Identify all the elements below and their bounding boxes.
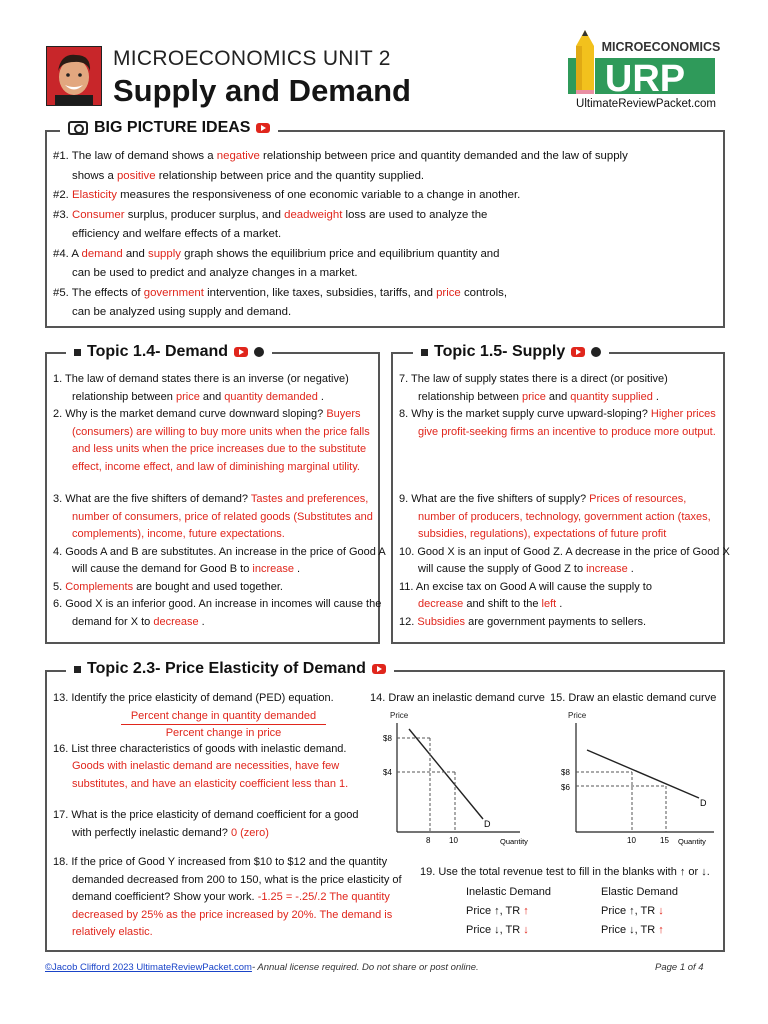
elasticity-title: Topic 2.3- Price Elasticity of Demand	[87, 660, 366, 677]
graph14-q-low: 8	[426, 836, 431, 845]
inelastic-demand-graph	[370, 706, 540, 852]
page-title: Supply and Demand	[113, 73, 411, 108]
q12: 12. Subsidies are government payments to sellers.	[399, 615, 647, 628]
q18-line2: demanded decreased from 200 to 150, what is the price elasticity of	[72, 873, 402, 886]
logo-top-text: MICROECONOMICS	[601, 40, 721, 54]
q2-line1: 2. Why is the market demand curve downward sloping? Buyers	[53, 408, 361, 420]
square-bullet-icon	[74, 349, 81, 356]
q8-line1: 8. Why is the market supply curve upward-sloping? Higher prices	[399, 408, 716, 420]
elasticity-heading	[66, 660, 394, 678]
big-picture-heading	[60, 119, 278, 137]
graph15-p-low: $6	[561, 783, 570, 792]
q15: 15. Draw an elastic demand curve	[550, 692, 717, 704]
q9-line1: 9. What are the five shifters of supply? Prices of resources,	[399, 493, 687, 505]
q17-line2: with perfectly inelastic demand? 0 (zero)	[72, 826, 269, 839]
inelastic-row-1: Price ↑, TR ↑	[466, 905, 529, 917]
graph14-demand-curve	[409, 729, 483, 819]
supply-heading	[413, 343, 609, 361]
unit-title: MICROECONOMICS UNIT 2	[113, 47, 391, 70]
big-picture-title: BIG PICTURE IDEAS	[94, 119, 251, 136]
idea-4-line1: #4. A demand and supply graph shows the equilibrium price and equilibrium quantity and	[53, 247, 500, 260]
graph15-q-high: 15	[660, 836, 669, 845]
q6-line2: demand for X to decrease .	[72, 615, 205, 628]
urp-logo	[563, 28, 723, 112]
graph14-y-label: Price	[390, 711, 409, 720]
ped-denominator: Percent change in price	[165, 726, 282, 739]
idea-1-line1: #1. The law of demand shows a negative relationship between price and quantity demanded and the law of supply	[53, 150, 628, 162]
q19: 19. Use the total revenue test to fill in the blanks with ↑ or ↓.	[420, 866, 710, 878]
big-picture-list	[53, 147, 628, 323]
ped-numerator: Percent change in quantity demanded	[121, 708, 326, 725]
q7-line2: relationship between price and quantity supplied .	[418, 390, 659, 403]
q18-line3: demand coefficient? Show your work. -1.25 = -.25/.2 The quantity	[72, 891, 390, 903]
graph14-p-high: $8	[383, 734, 392, 743]
elastic-column	[601, 883, 678, 940]
ped-formula	[53, 708, 326, 741]
demand-questions	[53, 371, 386, 631]
graph15-x-label: Quantity	[678, 837, 706, 846]
q11-line1: 11. An excise tax on Good A will cause the supply to	[399, 580, 652, 593]
logo-url-text: UltimateReviewPacket.com	[576, 98, 716, 110]
q5: 5. Complements are bought and used together.	[53, 580, 283, 593]
q16-line3: substitutes, and have an elasticity coefficient less than 1.	[72, 777, 349, 790]
q3-line2: number of consumers, price of related goods (Substitutes and	[72, 510, 373, 523]
square-bullet-icon	[421, 349, 428, 356]
q14: 14. Draw an inelastic demand curve	[370, 692, 545, 704]
q3-line1: 3. What are the five shifters of demand? Tastes and preferences,	[53, 493, 369, 505]
q18-line5: relatively elastic.	[72, 926, 153, 938]
youtube-icon[interactable]	[234, 347, 248, 357]
demand-title: Topic 1.4- Demand	[87, 343, 229, 360]
q13: 13. Identify the price elasticity of demand (PED) equation.	[53, 692, 334, 704]
q1-line1: 1. The law of demand states there is an inverse (or negative)	[53, 373, 349, 385]
footer	[45, 962, 479, 973]
q6-line1: 6. Good X is an inferior good. An increase in incomes will cause the	[53, 598, 382, 610]
elasticity-left-column	[53, 690, 402, 942]
q8-line2: give profit-seeking firms an incentive to produce more output.	[418, 425, 716, 438]
q7-line1: 7. The law of supply states there is a direct (or positive)	[399, 373, 668, 385]
square-bullet-icon	[74, 666, 81, 673]
page-number: Page 1 of 4	[655, 962, 704, 973]
graph15-demand-curve	[587, 750, 699, 798]
graph14-x-label: Quantity	[500, 837, 528, 846]
q16-line2: Goods with inelastic demand are necessities, have few	[72, 760, 340, 772]
inelastic-heading: Inelastic Demand	[466, 886, 551, 898]
graph14-q-high: 10	[449, 836, 458, 845]
graph15-curve-label: D	[700, 798, 707, 808]
inelastic-column	[466, 883, 551, 940]
q9-line2: number of producers, technology, government action (taxes,	[418, 510, 711, 523]
idea-3-line1: #3. Consumer surplus, producer surplus, and deadweight loss are used to analyze the	[53, 208, 488, 221]
q4-line1: 4. Goods A and B are substitutes. An increase in the price of Good A	[53, 545, 386, 558]
q10-line2: will cause the supply of Good Z to increase .	[418, 563, 634, 575]
supply-questions	[399, 371, 730, 631]
author-photo	[46, 46, 102, 106]
logo-urp-text: URP	[604, 58, 686, 100]
idea-5-line1: #5. The effects of government intervention, like taxes, subsidies, tariffs, and price controls,	[53, 286, 507, 299]
checkpoint-icon[interactable]	[254, 347, 264, 357]
q2-line3: and less units when the price increases due to the substitute	[72, 443, 367, 455]
idea-5-line2: can be analyzed using supply and demand.	[72, 306, 292, 318]
q1-line2: relationship between price and quantity demanded .	[72, 390, 324, 403]
graph14-p-low: $4	[383, 768, 392, 777]
graph15-q-low: 10	[627, 836, 636, 845]
q9-line3: subsidies, regulations), expectations of future profit	[418, 528, 667, 540]
youtube-icon[interactable]	[372, 664, 386, 674]
q17-line1: 17. What is the price elasticity of demand coefficient for a good	[53, 809, 359, 821]
supply-title: Topic 1.5- Supply	[434, 343, 566, 360]
idea-2: #2. Elasticity measures the responsiveness of one economic variable to a change in another.	[53, 189, 521, 201]
idea-4-line2: can be used to predict and analyze changes in a market.	[72, 267, 358, 279]
q16-line1: 16. List three characteristics of goods with inelastic demand.	[53, 742, 347, 755]
graph15-y-label: Price	[568, 711, 587, 720]
q11-line2: decrease and shift to the left .	[418, 598, 563, 610]
elastic-row-1: Price ↑, TR ↓	[601, 905, 664, 917]
elastic-row-2: Price ↓, TR ↑	[601, 924, 664, 936]
elastic-demand-graph	[554, 706, 726, 852]
demand-heading	[66, 343, 272, 361]
graph15-p-high: $8	[561, 768, 570, 777]
q3-line3: complements), income, future expectations.	[72, 528, 285, 540]
q2-line4: effect, income effect, and law of diminishing marginal utility.	[72, 460, 360, 473]
q18-line1: 18. If the price of Good Y increased from $10 to $12 and the quantity	[53, 856, 388, 868]
idea-1-line2: shows a positive relationship between price and the quantity supplied.	[72, 169, 425, 182]
q4-line2: will cause the demand for Good B to increase .	[72, 563, 301, 575]
youtube-icon[interactable]	[256, 123, 270, 133]
youtube-icon[interactable]	[571, 347, 585, 357]
graph14-curve-label: D	[484, 819, 491, 829]
checkpoint-icon[interactable]	[591, 347, 601, 357]
q18-line4: decreased by 25% as the price increased by 20%. The demand is	[72, 908, 393, 921]
q10-line1: 10. Good X is an input of Good Z. A decrease in the price of Good X	[399, 545, 730, 558]
elastic-heading: Elastic Demand	[601, 886, 679, 898]
footer-link[interactable]: ©Jacob Clifford 2023 UltimateReviewPacket.com	[45, 962, 252, 973]
idea-3-line2: efficiency and welfare effects of a market.	[72, 228, 282, 240]
footer-note: - Annual license required. Do not share or post online.	[251, 962, 479, 973]
q2-line2: (consumers) are willing to buy more units when the price falls	[72, 425, 370, 438]
inelastic-row-2: Price ↓, TR ↓	[466, 924, 529, 936]
camera-icon	[68, 121, 88, 135]
